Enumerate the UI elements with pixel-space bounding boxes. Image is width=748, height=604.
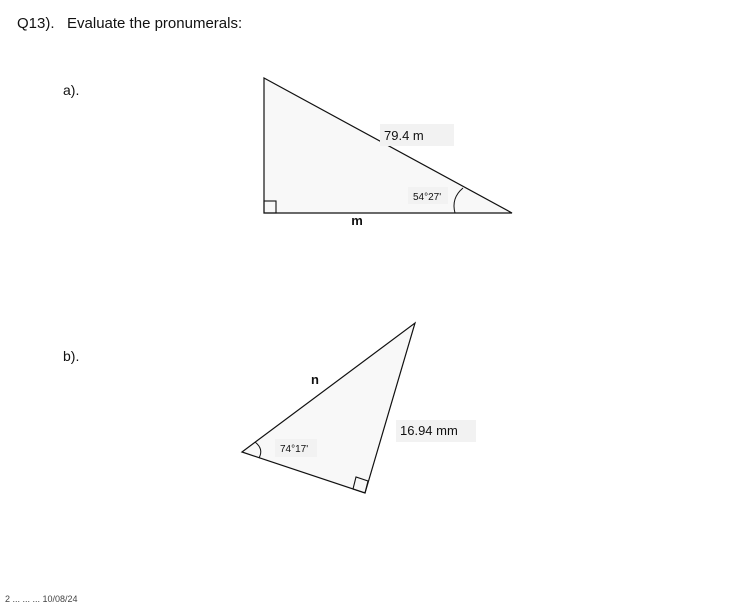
triangle-b-shape [242, 323, 415, 493]
angle-label-b: 74°17' [280, 444, 309, 455]
part-a-label: a). [63, 82, 80, 98]
side-label-b: 16.94 mm [400, 423, 458, 438]
triangle-b [242, 323, 476, 493]
triangle-a [264, 78, 512, 228]
footer-fragment: 2 ... ... ... 10/08/24 [5, 594, 78, 604]
unknown-label-b: n [311, 372, 319, 387]
hypotenuse-label-a: 79.4 m [384, 128, 424, 143]
unknown-label-a: m [351, 213, 363, 228]
angle-label-a: 54°27' [413, 192, 442, 203]
part-b-label: b). [63, 348, 80, 364]
question-title: Q13). Evaluate the pronumerals: [17, 15, 243, 32]
